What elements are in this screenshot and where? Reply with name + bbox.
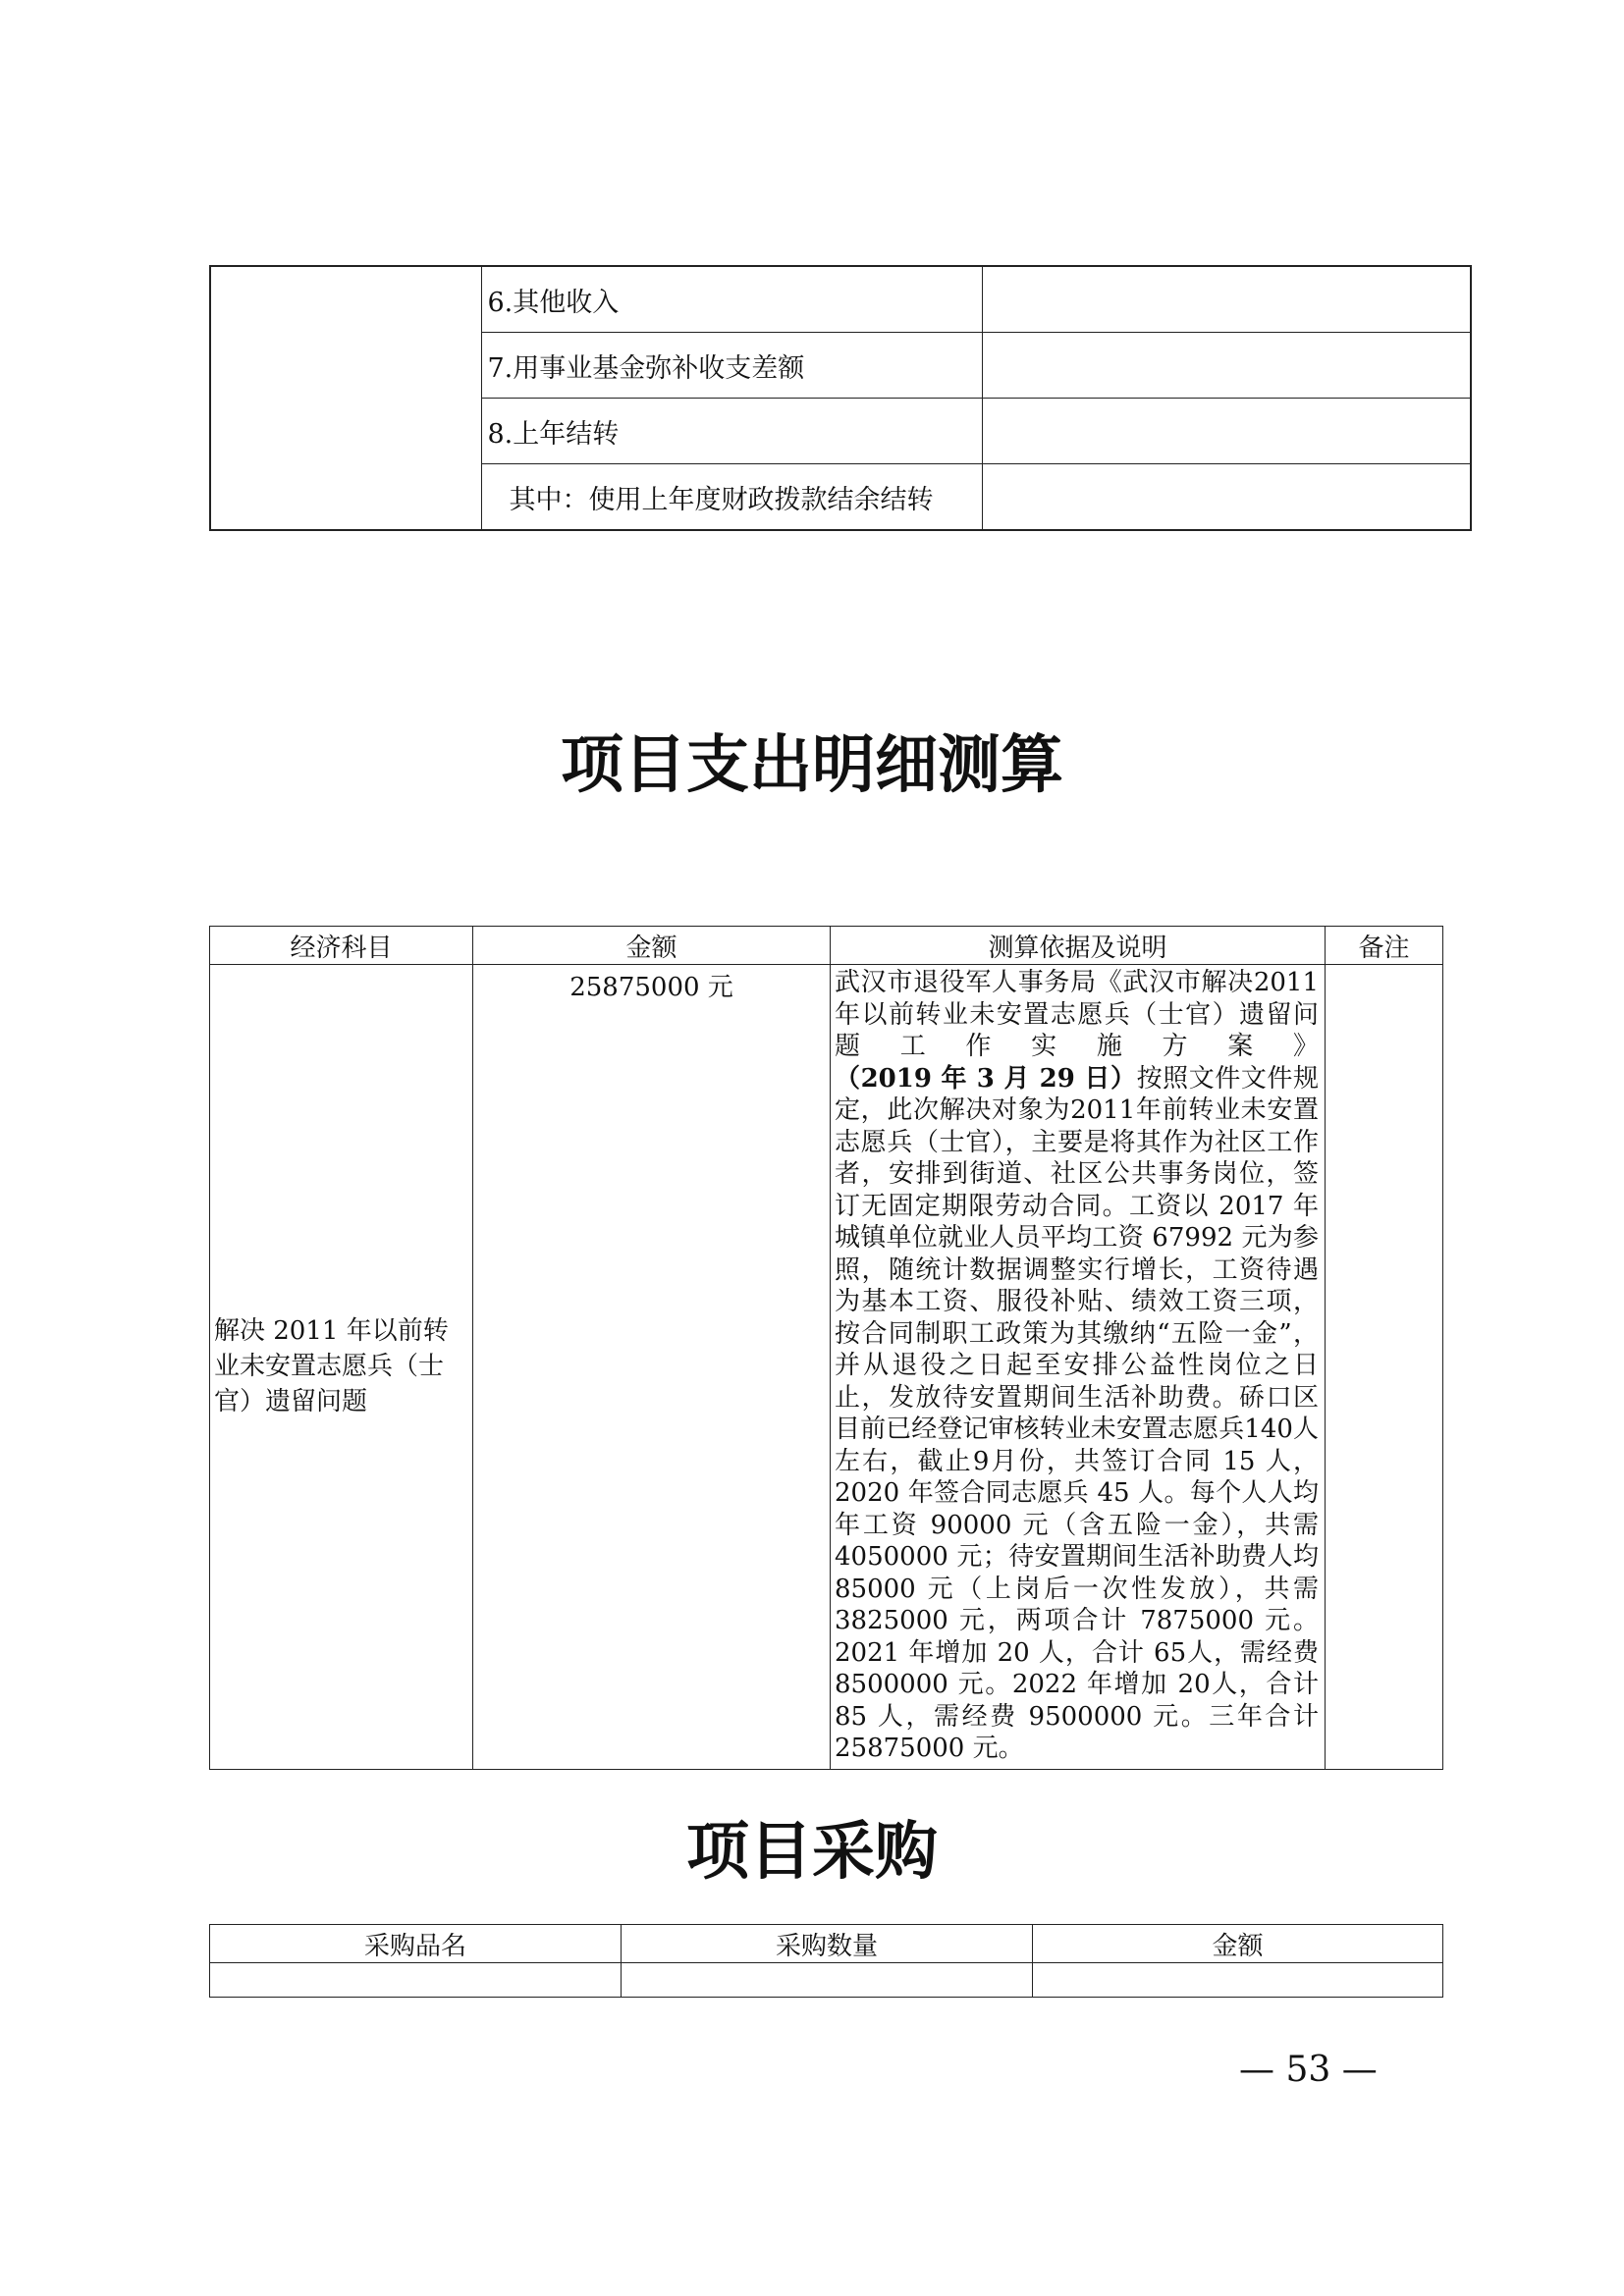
header-basis: 测算依据及说明 [831, 927, 1326, 965]
income-table [209, 265, 1472, 531]
income-label: 其中：使用上年度财政拨款结余结转 [481, 464, 982, 531]
detail-section-title: 项目支出明细测算 [561, 729, 1063, 802]
basis-date: （2019 年 3 月 29 日） [835, 1063, 1137, 1094]
purchase-cell [210, 1963, 622, 1998]
header-amount: 金额 [1033, 1925, 1443, 1963]
income-value [982, 266, 1471, 333]
income-label: 8.上年结转 [481, 399, 982, 464]
header-item-name: 采购品名 [210, 1925, 622, 1963]
income-category-cell [210, 266, 481, 530]
income-label: 6.其他收入 [481, 266, 982, 333]
income-label: 7.用事业基金弥补收支差额 [481, 333, 982, 399]
amount-cell: 25875000 元 [473, 965, 831, 1770]
purchase-table [209, 1924, 1443, 1998]
detail-table [209, 926, 1443, 1770]
purchase-cell [1033, 1963, 1443, 1998]
header-quantity: 采购数量 [622, 1925, 1033, 1963]
basis-cell [831, 965, 1326, 1770]
header-amount: 金额 [473, 927, 831, 965]
header-subject: 经济科目 [210, 927, 473, 965]
page-number: — 53 — [1239, 2050, 1378, 2090]
note-cell [1326, 965, 1443, 1770]
basis-text: 按照文件文件规定，此次解决对象为2011年前转业未安置志愿兵（士官），主要是将其作为社区工作者，安排到街道、社区公共事务岗位，签订无固定期限劳动合同。工资以 2017 年城镇单位就业人员平均工资 67992 元为参照，随统计数据调整实行增长，工资待遇为基本工资、服役补贴、绩效工资三项，按合同制职工政策为其缴纳“五险一金”，并从退役之日起至安排公益性岗位之日止，发放待安置期间生活补助费。硚口区目前已经登记审核转业未安置志愿兵140人左右，截止9月份，共签订合同 15 人，2020 年签合同志愿兵 45 人。每个人人均年工资 90000 元（含五险一金），共需 4050000 元；待安置期间生活补助费人均 85000 元（上岗后一次性发放），共需 3825000 元，两项合计 7875000 元。2021 年增加 20 人，合计 65人，需经费 8500000 元。2022 年增加 20人，合计 85 人，需经费 9500000 元。三年合计 25875000 元。 [835, 1063, 1319, 1763]
detail-row [210, 965, 1443, 1770]
subject-cell: 解决 2011 年以前转业未安置志愿兵（士官）遗留问题 [210, 965, 473, 1770]
income-value [982, 399, 1471, 464]
income-value [982, 464, 1471, 531]
purchase-row [210, 1963, 1443, 1998]
basis-text: 武汉市退役军人事务局《武汉市解决2011年以前转业未安置志愿兵（士官）遗留问题工作实施方案》 [835, 968, 1319, 1061]
purchase-section-title: 项目采购 [686, 1816, 938, 1889]
income-row [210, 266, 1471, 333]
purchase-header-row [210, 1925, 1443, 1963]
detail-header-row [210, 927, 1443, 965]
income-value [982, 333, 1471, 399]
header-note: 备注 [1326, 927, 1443, 965]
purchase-cell [622, 1963, 1033, 1998]
